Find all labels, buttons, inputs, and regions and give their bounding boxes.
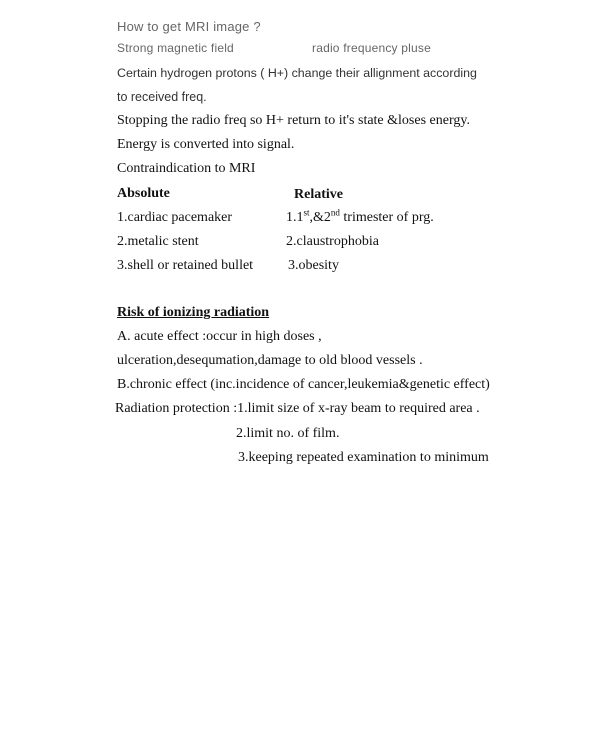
acute-effect-line-1: A. acute effect :occur in high doses , <box>117 329 322 344</box>
mri-image-question: How to get MRI image ? <box>117 19 261 34</box>
relative-header: Relative <box>294 187 343 202</box>
radiation-protection-2: 2.limit no. of film. <box>236 426 340 441</box>
relative-item-3: 3.obesity <box>288 258 339 273</box>
absolute-header: Absolute <box>117 186 170 201</box>
absolute-item-1: 1.cardiac pacemaker <box>117 210 233 225</box>
protons-alignment-line-2: to received freq. <box>117 90 207 104</box>
acute-effect-line-2: ulceration,desequmation,damage to old blood vessels . <box>117 353 423 368</box>
superscript-nd: nd <box>330 207 340 218</box>
contraindication-heading: Contraindication to MRI <box>117 161 256 176</box>
absolute-item-2: 2.metalic stent <box>117 234 199 249</box>
energy-signal: Energy is converted into signal. <box>117 137 295 152</box>
risk-heading: Risk of ionizing radiation <box>117 305 270 320</box>
radiation-protection-1: Radiation protection :1.limit size of x-ray beam to required area . <box>115 401 480 416</box>
protons-alignment-line-1: Certain hydrogen protons ( H+) change their allignment according <box>117 66 477 80</box>
superscript-st: st <box>303 207 310 218</box>
relative-item-2: 2.claustrophobia <box>286 234 379 249</box>
absolute-item-3: 3.shell or retained bullet <box>117 258 254 273</box>
relative-item-1: 1.1st,&2nd trimester of prg. <box>286 207 434 225</box>
stopping-radio-freq: Stopping the radio freq so H+ return to it's state &loses energy. <box>117 113 470 128</box>
radiation-protection-3: 3.keeping repeated examination to minimum <box>238 450 489 465</box>
radio-frequency-text: radio frequency pluse <box>312 41 431 55</box>
chronic-effect: B.chronic effect (inc.incidence of cancer,leukemia&genetic effect) <box>117 377 490 392</box>
magnetic-field-text: Strong magnetic field <box>117 41 234 55</box>
